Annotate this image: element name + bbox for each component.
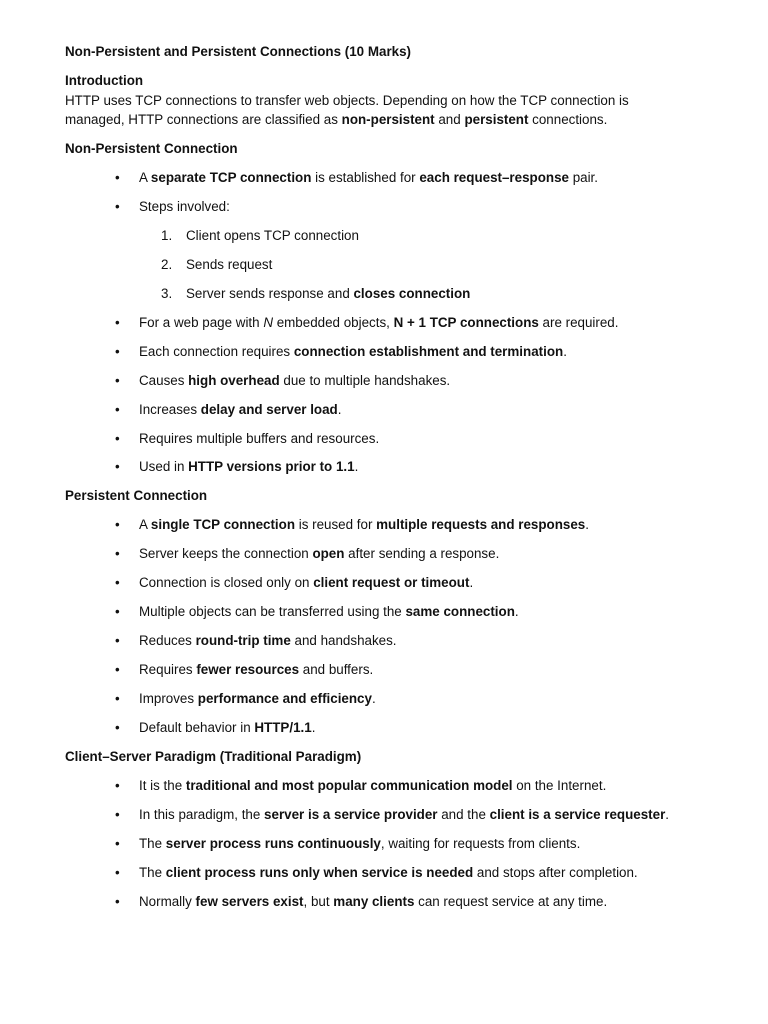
list-item-text: Reduces round-trip time and handshakes. [139, 633, 397, 648]
list-item-text: Connection is closed only on client request or timeout. [139, 575, 474, 590]
bullet-icon: • [115, 720, 120, 735]
list-item-text: Multiple objects can be transferred using the same connection. [139, 604, 519, 619]
bullet-icon: • [115, 344, 120, 359]
list-item-text: Server keeps the connection open after sending a response. [139, 546, 500, 561]
list-item-text: Used in HTTP versions prior to 1.1. [139, 459, 359, 474]
bullet-icon: • [115, 373, 120, 388]
list-item-text: A separate TCP connection is established for each request–response pair. [139, 170, 598, 185]
nonpersistent-heading: Non-Persistent Connection [65, 141, 238, 156]
step-number: 2. [161, 257, 173, 272]
list-item-text: For a web page with N embedded objects, N + 1 TCP connections are required. [139, 315, 619, 330]
intro-text: and [434, 112, 465, 127]
list-item-text: Causes high overhead due to multiple handshakes. [139, 373, 451, 388]
step-text: Sends request [186, 257, 273, 272]
bullet-icon: • [115, 836, 120, 851]
intro-text: managed, HTTP connections are classified as [65, 112, 342, 127]
bullet-icon: • [115, 604, 120, 619]
bullet-icon: • [115, 170, 120, 185]
step-text: Server sends response and closes connection [186, 286, 471, 301]
intro-bold-nonpersistent: non-persistent [341, 112, 435, 127]
list-item-text: It is the traditional and most popular communication model on the Internet. [139, 778, 607, 793]
bullet-icon: • [115, 807, 120, 822]
list-item-text: Default behavior in HTTP/1.1. [139, 720, 316, 735]
list-item-text: Normally few servers exist, but many clients can request service at any time. [139, 894, 608, 909]
document-title: Non-Persistent and Persistent Connections (10 Marks) [65, 44, 412, 59]
bullet-icon: • [115, 315, 120, 330]
list-item-text: A single TCP connection is reused for multiple requests and responses. [139, 517, 589, 532]
bullet-icon: • [115, 402, 120, 417]
step-number: 1. [161, 228, 173, 243]
bullet-icon: • [115, 633, 120, 648]
list-item-text: In this paradigm, the server is a service provider and the client is a service requester. [139, 807, 670, 822]
list-item-text: Requires multiple buffers and resources. [139, 431, 380, 446]
list-item-text: Steps involved: [139, 199, 230, 214]
intro-bold-persistent: persistent [464, 112, 529, 127]
bullet-icon: • [115, 865, 120, 880]
intro-line-2 [65, 111, 607, 129]
bullet-icon: • [115, 431, 120, 446]
intro-text: connections. [528, 112, 608, 127]
list-item-text: The server process runs continuously, waiting for requests from clients. [139, 836, 581, 851]
clientserver-heading: Client–Server Paradigm (Traditional Paradigm) [65, 749, 362, 764]
list-item-text: Requires fewer resources and buffers. [139, 662, 374, 677]
bullet-icon: • [115, 894, 120, 909]
bullet-icon: • [115, 662, 120, 677]
bullet-icon: • [115, 778, 120, 793]
persistent-heading: Persistent Connection [65, 488, 208, 503]
list-item-text: Each connection requires connection establishment and termination. [139, 344, 567, 359]
bullet-icon: • [115, 691, 120, 706]
step-text: Client opens TCP connection [186, 228, 359, 243]
intro-heading: Introduction [65, 73, 144, 88]
list-item-text: Increases delay and server load. [139, 402, 342, 417]
bullet-icon: • [115, 546, 120, 561]
list-item-text: The client process runs only when service is needed and stops after completion. [139, 865, 638, 880]
bullet-icon: • [115, 199, 120, 214]
intro-line-1: HTTP uses TCP connections to transfer web objects. Depending on how the TCP connection is [65, 93, 629, 108]
bullet-icon: • [115, 459, 120, 474]
bullet-icon: • [115, 575, 120, 590]
bullet-icon: • [115, 517, 120, 532]
list-item-text: Improves performance and efficiency. [139, 691, 376, 706]
step-number: 3. [161, 286, 173, 301]
